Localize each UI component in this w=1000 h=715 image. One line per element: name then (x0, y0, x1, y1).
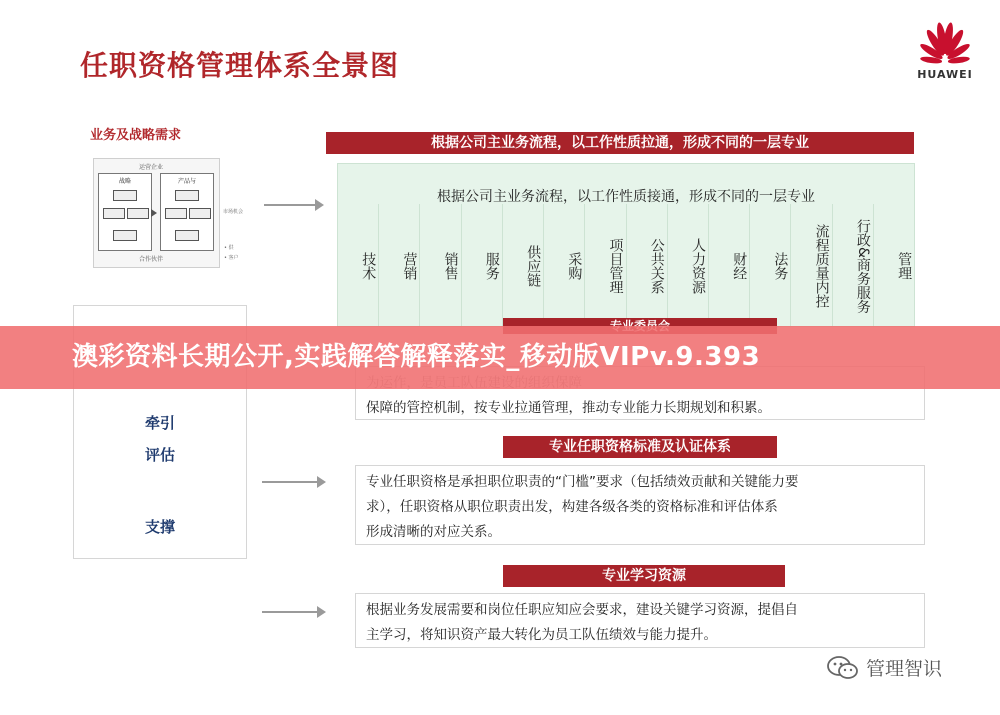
flow-node (113, 190, 137, 201)
flow-left-group (98, 173, 152, 251)
flow-side-text: 市场机会 (223, 209, 244, 215)
left-item-support: 支撑 (144, 518, 175, 536)
qualification-line: 专业任职资格是承担职位职责的“门槛”要求（包括绩效贡献和关键能力要 (366, 474, 799, 490)
flow-node (113, 230, 137, 241)
learning-textbox (355, 593, 925, 648)
column-sales: 销售 (420, 204, 461, 326)
flow-arrow-icon (151, 209, 157, 217)
column-process-quality: 流程质量内控 (791, 204, 832, 326)
learning-line: 根据业务发展需要和岗位任职应知应会要求，建设关键学习资源，提倡自 (366, 602, 798, 618)
arrow-right-icon (262, 611, 324, 613)
flow-node (175, 230, 199, 241)
column-legal: 法务 (750, 204, 791, 326)
page-title: 任职资格管理体系全景图 (80, 49, 400, 82)
column-marketing: 营销 (379, 204, 420, 326)
qualification-line: 求），任职资格从职位职责出发，构建各级各类的资格标准和评估体系 (366, 499, 778, 515)
watermark-text: 管理智识 (866, 658, 943, 680)
column-procurement: 采购 (544, 204, 585, 326)
flow-node (189, 208, 211, 219)
column-admin-services: 行政&商务服务 (833, 204, 874, 326)
column-hr: 人力资源 (668, 204, 709, 326)
flow-node (175, 190, 199, 201)
columns-subtitle: 根据公司主业务流程，以工作性质接通，形成不同的一层专业 (437, 189, 815, 205)
professional-columns-panel (337, 163, 915, 327)
qualification-line: 形成清晰的对应关系。 (366, 524, 501, 540)
flow-left-head: 战略 (118, 178, 131, 185)
section-label: 业务及战略需求 (90, 128, 182, 143)
column-supply-chain: 供应链 (503, 204, 544, 326)
flow-node (127, 208, 149, 219)
flow-node (103, 208, 125, 219)
bar-qualification-standards: 专业任职资格标准及认证体系 (503, 436, 777, 458)
watermark (826, 654, 942, 681)
column-public-relations: 公共关系 (627, 204, 668, 326)
learning-line: 主学习，将知识资产最大转化为员工队伍绩效与能力提升。 (366, 627, 717, 643)
overlay-banner: 澳彩资料长期公开,实践解答解释落实_移动版VIPv.9.393 (0, 326, 1000, 389)
committee-line: 保障的管控机制，按专业拉通管理，推动专业能力长期规划和积累。 (366, 400, 771, 416)
arrow-right-icon (262, 481, 324, 483)
left-item-evaluate: 评估 (144, 446, 175, 464)
professional-columns (338, 204, 914, 326)
bar-learning-resources: 专业学习资源 (503, 565, 785, 587)
flow-top-label: 运营企业 (139, 164, 164, 171)
column-management: 管理 (896, 252, 913, 280)
flow-node (165, 208, 187, 219)
column-technology: 技术 (338, 204, 379, 326)
flow-right-group (160, 173, 214, 251)
flow-side-item: • 客户 (224, 255, 239, 261)
wechat-icon (826, 655, 860, 681)
bar-business-flow: 根据公司主业务流程，以工作性质拉通，形成不同的一层专业 (326, 132, 914, 154)
column-finance: 财经 (709, 204, 750, 326)
flow-bottom-label: 合作伙伴 (139, 256, 164, 263)
flow-right-head: 产品与 (177, 178, 196, 185)
flow-side-item: • 供 (224, 245, 234, 251)
arrow-right-icon (264, 204, 322, 206)
qualification-textbox (355, 465, 925, 545)
column-project-mgmt: 项目管理 (585, 204, 626, 326)
huawei-petals-icon (905, 18, 985, 68)
left-item-guide: 牵引 (144, 414, 175, 432)
column-service: 服务 (462, 204, 503, 326)
business-flow-diagram (93, 158, 220, 268)
huawei-logo (905, 18, 985, 88)
huawei-wordmark: HUAWEI (917, 68, 973, 81)
